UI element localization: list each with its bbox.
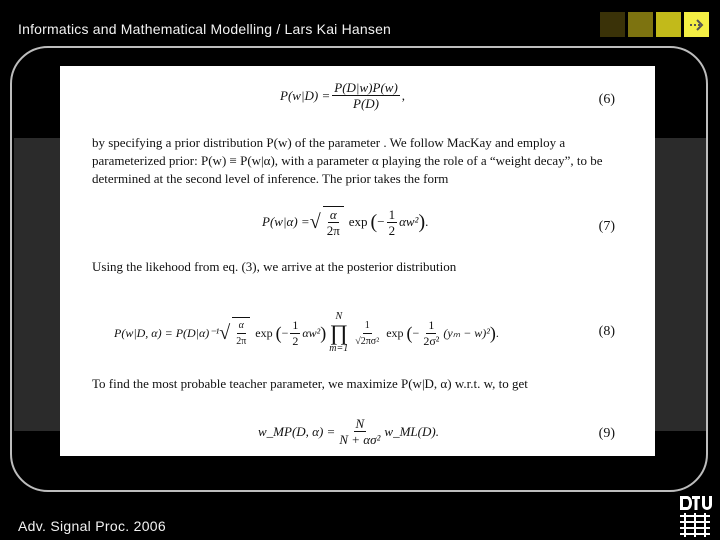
eq7-lhs: P(w|α) = <box>262 214 310 229</box>
eq6-numerator: P(D|w)P(w) <box>334 80 398 95</box>
header-title: Informatics and Mathematical Modelling / Lars Kai Hansen <box>18 21 392 37</box>
color-square-1 <box>600 12 625 37</box>
eq8-part2-tail: (yₘ − w)² <box>443 325 490 340</box>
eq7-sqrt-frac <box>323 206 344 238</box>
footer-text: Adv. Signal Proc. 2006 <box>18 518 166 534</box>
eq7-inner-frac <box>387 207 398 238</box>
eq8-number: (8) <box>598 324 615 339</box>
eq7-exp: exp <box>348 214 368 229</box>
eq8-exp2: exp <box>386 325 404 340</box>
eq8-part1-den: 2 <box>292 333 299 348</box>
eq8-part2-num: 1 <box>428 317 435 332</box>
eq6-fraction <box>332 80 400 111</box>
eq8-sqrt-num: α <box>237 318 246 334</box>
equation-8: P(w|D, α) = P(D|α)⁻¹ √ $\frac{\alpha}{2\pi}$ exp ( − $\frac{1}{2}$ αw² ) N ∏ m=1 $\frac{1}{\text{√2πσ²}}$ exp ( − $\frac{1}{\text{2σ²}}$ (yₘ − w)² ) . <box>114 311 499 354</box>
eq8-part2-den: 2σ² <box>423 333 440 348</box>
next-slide-button[interactable] <box>684 12 709 37</box>
color-square-3 <box>656 12 681 37</box>
eq7-inner-tail: αw² <box>399 214 419 229</box>
eq7-sqrt: √ $\frac{\alpha}{2\pi}$ <box>310 206 346 238</box>
paragraph-maximize: To find the most probable teacher parameter, we maximize P(w|D, α) w.r.t. w, to get <box>92 376 528 391</box>
eq7-inner-num: 1 <box>388 206 396 222</box>
eq9-fraction <box>337 416 382 447</box>
eq6-tail: , <box>401 87 406 103</box>
paragraph-posterior: Using the likehood from eq. (3), we arrive at the posterior distribution <box>92 259 457 274</box>
eq6-number: (6) <box>598 92 615 107</box>
eq8-prod-op: ∏ <box>329 320 348 345</box>
eq8-part1-tail: αw² <box>302 325 321 340</box>
eq8-sqrt: √ $\frac{\alpha}{2\pi}$ <box>219 317 252 349</box>
eq8-norm-den: √2πσ² <box>355 335 380 347</box>
color-squares <box>600 12 709 37</box>
eq8-tail: . <box>495 325 499 340</box>
eq9-numerator: N <box>355 416 365 431</box>
eq9-denominator: N + ασ² <box>339 432 381 447</box>
paragraph-prior: by specifying a prior distribution P(w) of the parameter . We follow MacKay and employ a parameterized prior: P(w) ≡ P(w|α), with a parameter α playing the role of a “weight decay”, to be determined at the second level of inference. The prior takes the form <box>92 135 603 186</box>
equation-6 <box>280 80 405 111</box>
right-arrow-icon <box>688 16 706 34</box>
eq8-prod-bottom: m=1 <box>329 343 349 354</box>
paper-excerpt <box>60 66 655 456</box>
eq7-tail: . <box>425 214 429 229</box>
eq7-number: (7) <box>598 219 615 234</box>
eq9-lhs: w_MP(D, α) = <box>258 423 336 439</box>
eq8-sqrt-den: 2π <box>236 336 247 347</box>
eq8-sqrt-frac <box>232 317 250 349</box>
eq7-inner-den: 2 <box>388 222 396 238</box>
eq8-prod-top: N <box>335 311 343 322</box>
eq6-lhs: P(w|D) = <box>280 87 331 103</box>
equation-9 <box>258 416 439 447</box>
equation-7: P(w|α) = √ $\frac{\alpha}{2\pi}$ exp ( − $\frac{1}{2}$ αw² ) . <box>262 206 429 238</box>
eq9-number: (9) <box>598 426 615 441</box>
eq9-rhs: w_ML(D). <box>384 423 439 439</box>
eq8-exp1: exp <box>255 325 273 340</box>
eq8-part2-frac <box>421 318 441 349</box>
eq6-denominator: P(D) <box>353 96 380 111</box>
eq8-product <box>329 312 348 354</box>
eq8-norm-frac <box>353 318 381 349</box>
eq8-norm-num: 1 <box>363 318 372 334</box>
eq7-sqrt-den: 2π <box>326 223 340 238</box>
eq8-part1-num: 1 <box>292 317 299 332</box>
eq8-part1-frac <box>290 318 300 349</box>
color-square-2 <box>628 12 653 37</box>
eq7-sqrt-num: α <box>329 207 337 222</box>
eq8-lhs: P(w|D, α) = P(D|α)⁻¹ <box>114 325 220 340</box>
dtu-logo <box>678 494 712 538</box>
